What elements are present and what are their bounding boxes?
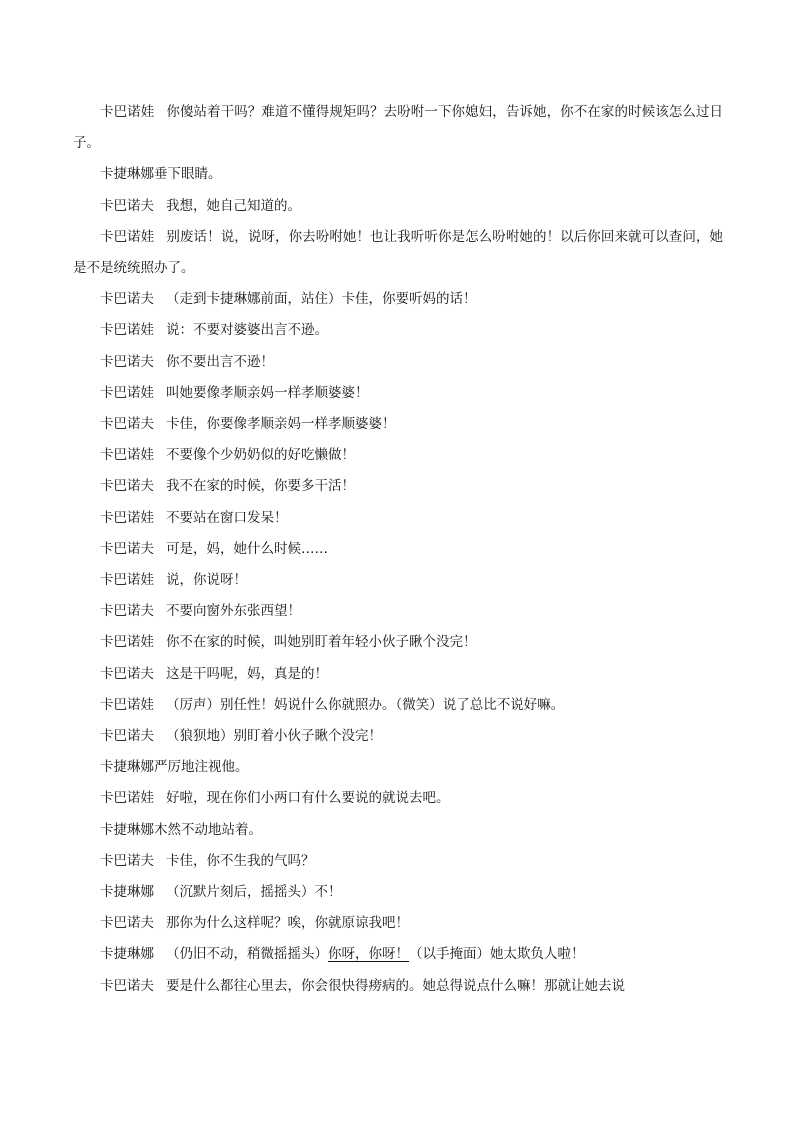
stage-direction [73,159,723,190]
dialogue-text: （仍旧不动，稍微摇摇头） [166,946,328,963]
dialogue-line [73,97,723,159]
dialogue-text: 那你为什么这样呢？唉，你就原谅我吧！ [166,915,409,932]
dialogue-line [73,596,723,627]
dialogue-text: 叫她要像孝顺亲妈一样孝顺婆婆！ [166,384,369,401]
speaker-name: 卡巴诺夫 [100,728,154,745]
dialogue-line [73,908,723,939]
stage-direction-text: 卡捷琳娜严厉地注视他。 [100,759,249,776]
dialogue-text: 你傻站着干吗？难道不懂得规矩吗？去吩咐一下你媳妇，告诉她，你不在家的时候该怎么过日子。 [73,104,724,152]
speaker-name: 卡巴诺夫 [100,540,154,557]
stage-direction [73,752,723,783]
dialogue-line [73,409,723,440]
speaker-name: 卡巴诺娃 [100,634,154,651]
dialogue-text: （狼狈地）别盯着小伙子瞅个没完！ [166,728,382,745]
dialogue-text: 不要站在窗口发呆！ [166,509,288,526]
speaker-name: 卡捷琳娜 [100,884,154,901]
dialogue-text: （走到卡捷琳娜前面，站住）卡佳，你要听妈的话！ [166,291,477,308]
dialogue-line [73,440,723,471]
dialogue-text: 我不在家的时候，你要多干活！ [166,478,355,495]
speaker-name: 卡巴诺夫 [100,915,154,932]
dialogue-text: 说，你说呀！ [166,572,247,589]
dialogue-text: 这是干吗呢，妈，真是的！ [166,665,328,682]
speaker-name: 卡巴诺娃 [100,572,154,589]
dialogue-line [73,939,723,970]
dialogue-text: 卡佳，你要像孝顺亲妈一样孝顺婆婆！ [166,416,396,433]
stage-direction-text: 卡捷琳娜木然不动地站着。 [100,821,262,838]
speaker-name: 卡巴诺娃 [100,384,154,401]
speaker-name: 卡捷琳娜 [100,946,154,963]
speaker-name: 卡巴诺娃 [100,447,154,464]
dialogue-text: （沉默片刻后，摇摇头）不！ [166,884,342,901]
dialogue-line [73,877,723,908]
dialogue-line [73,471,723,502]
speaker-name: 卡巴诺夫 [100,416,154,433]
speaker-name: 卡巴诺娃 [100,322,154,339]
dialogue-text: 不要像个少奶奶似的好吃懒做！ [166,447,355,464]
dialogue-text: （以手掩面）她太欺负人啦！ [409,946,585,963]
speaker-name: 卡巴诺夫 [100,852,154,869]
speaker-name: 卡巴诺夫 [100,291,154,308]
dialogue-line [73,315,723,346]
dialogue-line [73,627,723,658]
speaker-name: 卡巴诺娃 [100,696,154,713]
speaker-name: 卡巴诺夫 [100,977,154,994]
speaker-name: 卡巴诺夫 [100,353,154,370]
dialogue-text: （厉声）别任性！妈说什么你就照办。（微笑）说了总比不说好嘛。 [166,696,565,713]
dialogue-text: 你不要出言不逊！ [166,353,274,370]
dialogue-text: 可是，妈，她什么时候…… [166,540,328,557]
dialogue-line [73,783,723,814]
dialogue-line [73,191,723,222]
dialogue-line [73,690,723,721]
dialogue-line [73,222,723,284]
stage-direction [73,815,723,846]
speaker-name: 卡巴诺夫 [100,197,154,214]
dialogue-text: 卡佳，你不生我的气吗？ [166,852,315,869]
dialogue-line [73,503,723,534]
dialogue-line [73,565,723,596]
speaker-name: 卡巴诺夫 [100,665,154,682]
dialogue-line [73,534,723,565]
underlined-text: 你呀，你呀！ [328,946,409,963]
dialogue-line [73,284,723,315]
dialogue-text: 要是什么都往心里去，你会很快得痨病的。她总得说点什么嘛！那就让她去说 [166,977,625,994]
dialogue-line [73,347,723,378]
dialogue-text: 好啦，现在你们小两口有什么要说的就说去吧。 [166,790,450,807]
dialogue-text: 别废话！说，说呀，你去吩咐她！也让我听听你是怎么吩咐她的！以后你回来就可以查问，她是不是统统照办了。 [73,228,724,277]
speaker-name: 卡巴诺娃 [100,228,155,245]
dialogue-line [73,659,723,690]
speaker-name: 卡巴诺娃 [100,790,154,807]
speaker-name: 卡巴诺娃 [100,104,155,120]
speaker-name: 卡巴诺夫 [100,603,154,620]
dialogue-line [73,971,723,1002]
dialogue-text: 说：不要对婆婆出言不逊。 [166,322,328,339]
dialogue-text: 不要向窗外东张西望！ [166,603,301,620]
speaker-name: 卡巴诺娃 [100,509,154,526]
stage-direction-text: 卡捷琳娜垂下眼睛。 [100,166,222,183]
dialogue-line [73,378,723,409]
dialogue-line [73,846,723,877]
dialogue-text: 你不在家的时候，叫她别盯着年轻小伙子瞅个没完！ [166,634,477,651]
dialogue-line [73,721,723,752]
script-page [73,97,723,1002]
speaker-name: 卡巴诺夫 [100,478,154,495]
dialogue-text: 我想，她自己知道的。 [166,197,301,214]
